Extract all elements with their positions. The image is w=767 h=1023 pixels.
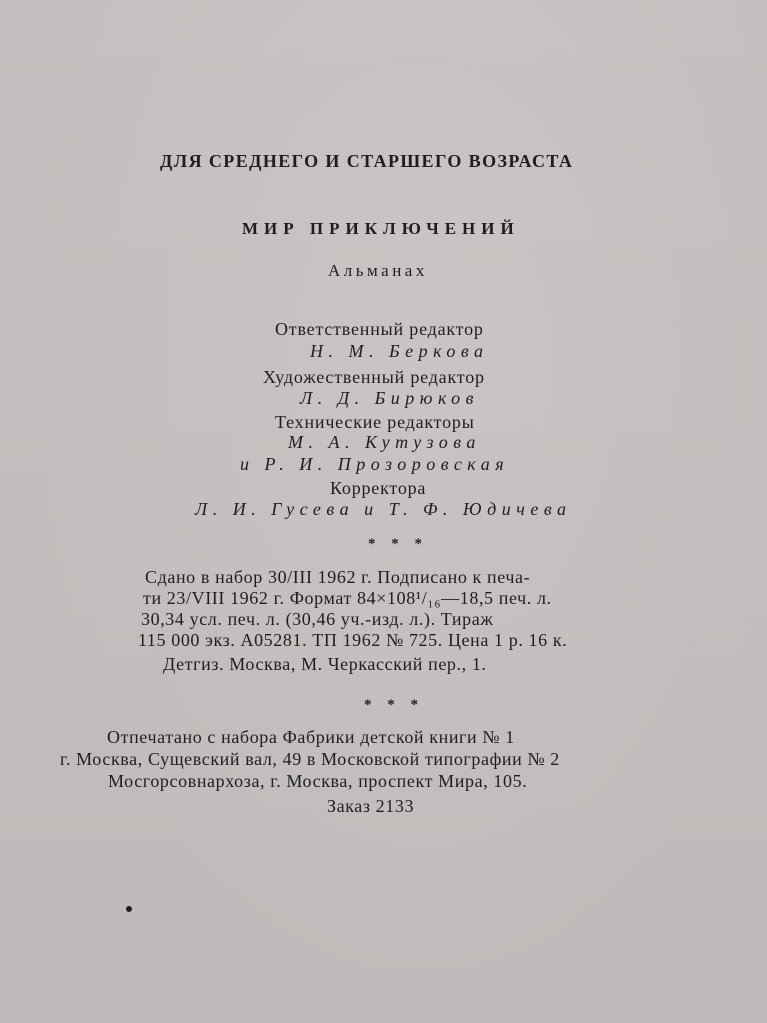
printer-line-2: г. Москва, Сущевский вал, 49 в Московской типографии № 2: [60, 749, 560, 769]
tech-editors-label: Технические редакторы: [275, 412, 475, 432]
printer-line-3: Мосгорсовнархоза, г. Москва, проспект Мира, 105.: [108, 771, 528, 791]
separator-stars-1: * * *: [368, 536, 428, 552]
printer-line-4: Заказ 2133: [327, 796, 415, 816]
exec-editor-label: Ответственный редактор: [275, 319, 484, 339]
tech-editor-1: М. А. Кутузова: [288, 432, 481, 452]
ink-spot: [126, 906, 132, 912]
art-editor-label: Художественный редактор: [263, 367, 485, 387]
age-header: ДЛЯ СРЕДНЕГО И СТАРШЕГО ВОЗРАСТА: [160, 151, 574, 171]
printer-line-1: Отпечатано с набора Фабрики детской книги № 1: [107, 727, 515, 747]
print-data-line-3: 30,34 усл. печ. л. (30,46 уч.-изд. л.). Тираж: [141, 609, 494, 629]
book-title: МИР ПРИКЛЮЧЕНИЙ: [242, 219, 520, 238]
separator-stars-2: * * *: [364, 697, 424, 713]
book-subtitle: Альманах: [328, 261, 428, 280]
print-data-line-1: Сдано в набор 30/III 1962 г. Подписано к печа-: [145, 567, 531, 587]
proofreaders-label: Корректора: [330, 478, 427, 498]
print-data-line-4: 115 000 экз. А05281. ТП 1962 № 725. Цена 1 р. 16 к.: [138, 630, 568, 650]
proofreaders-names: Л. И. Гусева и Т. Ф. Юдичева: [195, 499, 572, 519]
tech-editor-2: и Р. И. Прозоровская: [240, 454, 510, 474]
art-editor-name: Л. Д. Бирюков: [300, 388, 479, 408]
print-data-line-2: ти 23/VIII 1962 г. Формат 84×108¹/₁₆—18,5 печ. л.: [143, 588, 552, 608]
print-data-line-5: Детгиз. Москва, М. Черкасский пер., 1.: [163, 654, 487, 674]
exec-editor-name: Н. М. Беркова: [310, 341, 489, 361]
